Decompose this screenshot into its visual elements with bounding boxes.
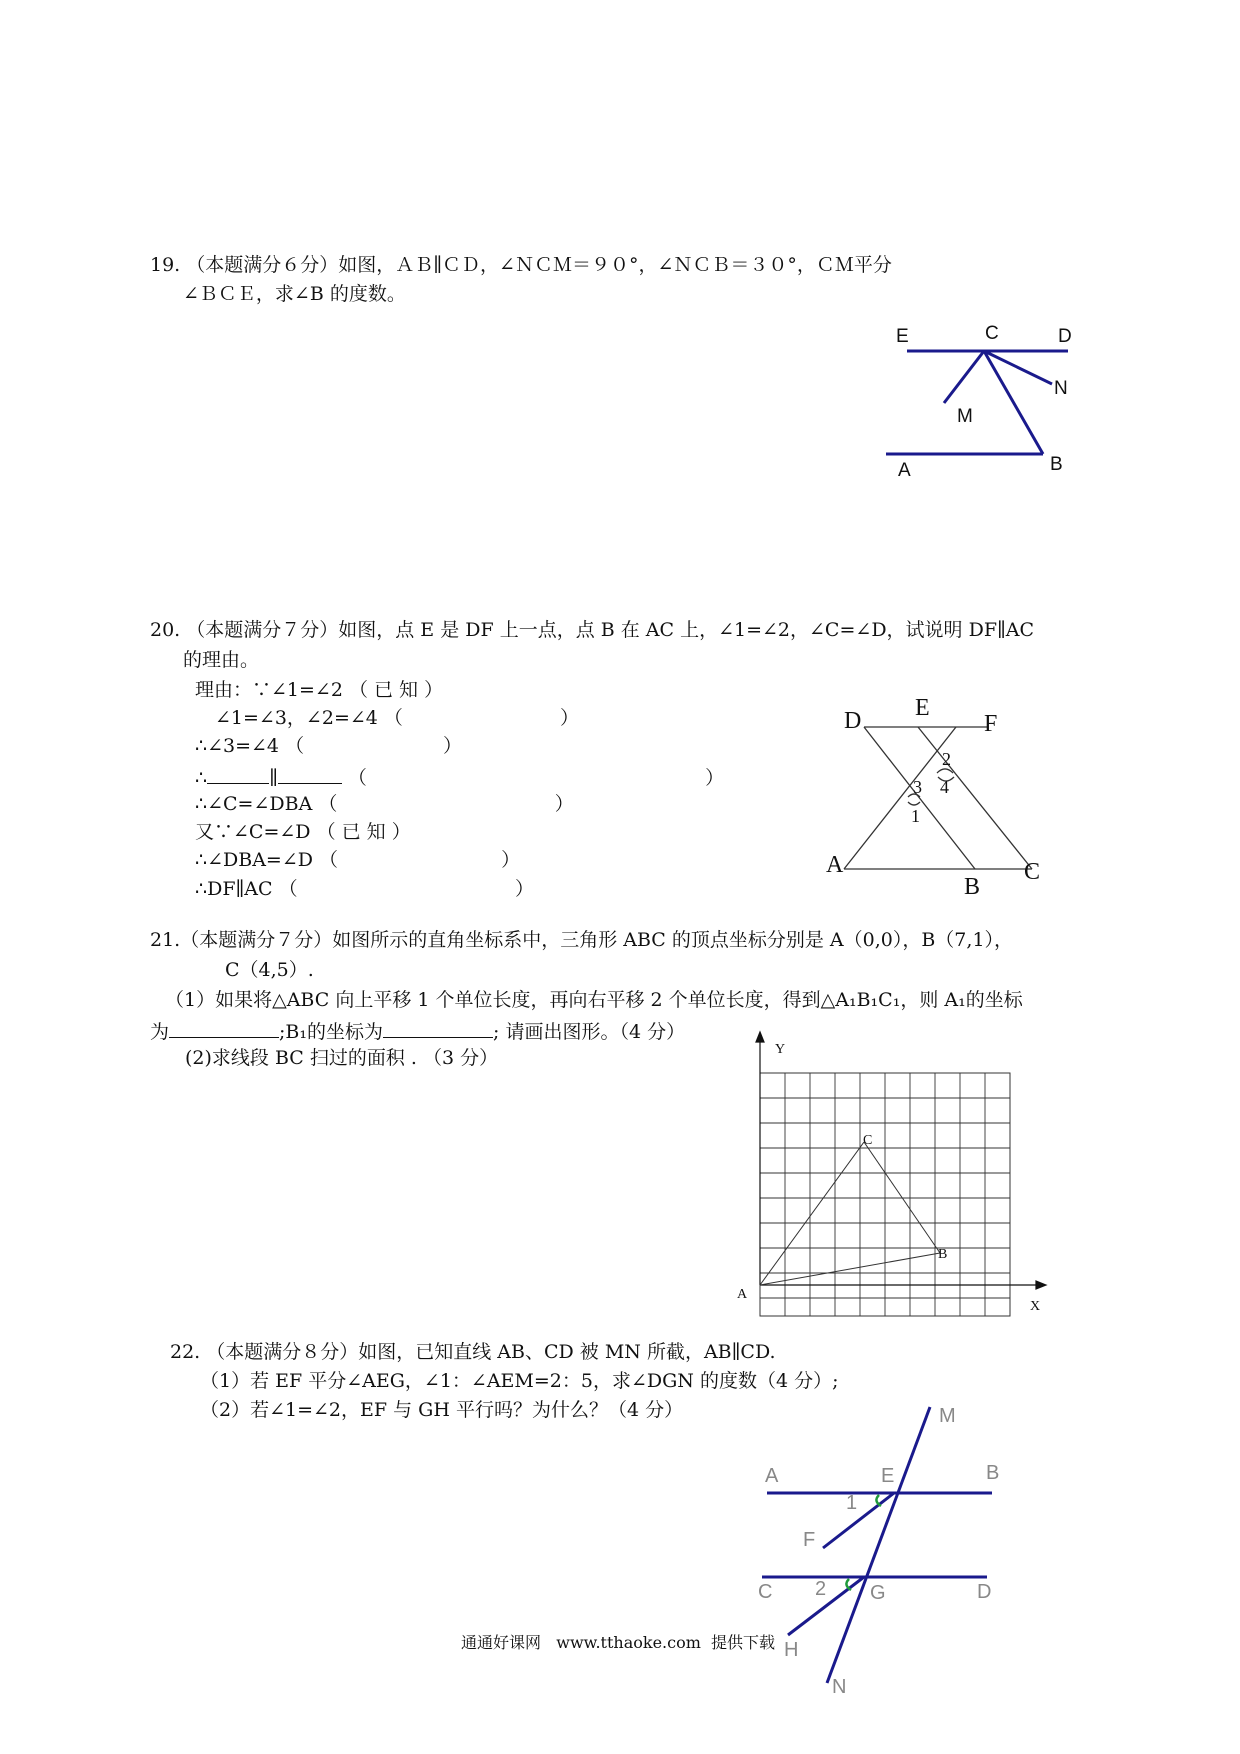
q19-figure <box>880 320 1080 490</box>
q22-line-2: （1）若 EF 平分∠AEG，∠1：∠AEM=2：5，求∠DGN 的度数（4 分）; <box>200 1370 839 1392</box>
q19-label-N: N <box>1054 378 1068 399</box>
q19-label-A: A <box>898 460 911 481</box>
q22-label-1: 1 <box>846 1492 858 1514</box>
q20-label-E: E <box>915 695 930 721</box>
q21-label-X: X <box>1030 1299 1041 1314</box>
q22-label-2: 2 <box>815 1578 827 1600</box>
q20-proof-8: ∴DF∥AC （ ） <box>195 878 535 900</box>
q19-line-2: ∠ＢＣＥ，求∠B 的度数。 <box>183 283 406 305</box>
q20-proof-6: 又∵∠C=∠D （ 已 知 ） <box>195 821 411 843</box>
q22-label-N: N <box>832 1676 847 1698</box>
q20-proof-4-prefix: ∴ <box>195 767 208 789</box>
q21-label-B: B <box>938 1247 948 1262</box>
q20-proof-5: ∴∠C=∠DBA （ ） <box>195 793 574 815</box>
q21-label-Y: Y <box>775 1042 786 1057</box>
q20-line-1: 20. （本题满分７分）如图，点 E 是 DF 上一点，点 B 在 AC 上，∠1=∠2，∠C=∠D，试说明 DF∥AC <box>150 619 1035 641</box>
q19-label-M: M <box>957 406 973 427</box>
q20-label-A: A <box>826 852 844 878</box>
q20-label-1: 1 <box>911 806 920 826</box>
q20-proof-4 <box>195 763 724 790</box>
q22-label-C: C <box>758 1581 773 1603</box>
q19-label-C: C <box>985 323 999 344</box>
q20-figure <box>820 695 1060 905</box>
q21-line-4-prefix: 为 <box>150 1021 170 1043</box>
q21-blank-B1[interactable] <box>383 1017 493 1038</box>
q20-proof-3: ∴∠3=∠4 （ ） <box>195 735 462 757</box>
q22-label-M: M <box>939 1405 956 1427</box>
q21-line-4 <box>150 1017 685 1044</box>
q22-label-A: A <box>765 1465 779 1487</box>
q20-proof-4-reason: （ ） <box>341 767 725 789</box>
q21-grid-figure <box>720 1030 1060 1314</box>
q20-label-3: 3 <box>913 777 922 797</box>
q21-line-4-mid: ;B₁的坐标为 <box>279 1021 383 1043</box>
q19-label-E: E <box>896 326 909 347</box>
q21-line-4-tail: ; 请画出图形。（4 分） <box>493 1021 686 1043</box>
q22-line-1: 22. （本题满分８分）如图，已知直线 AB、CD 被 MN 所截，AB∥CD. <box>170 1341 776 1363</box>
q19-line-1: 19. （本题满分６分）如图，ＡＢ∥ＣＤ，∠ＮＣＭ＝９０°，∠ＮＣＢ＝３０°，ＣＭ平分 <box>150 254 892 276</box>
q19-label-D: D <box>1058 326 1072 347</box>
q20-label-4: 4 <box>940 777 949 797</box>
q20-label-D: D <box>844 708 862 734</box>
q21-line-1: 21.（本题满分７分）如图所示的直角坐标系中，三角形 ABC 的顶点坐标分别是 A（0,0），B（7,1）， <box>150 929 1014 951</box>
q21-label-C: C <box>863 1133 873 1148</box>
q22-label-B: B <box>986 1462 1000 1484</box>
q20-blank-1[interactable] <box>207 763 269 784</box>
q22-label-F: F <box>803 1529 816 1551</box>
q21-line-5: (2)求线段 BC 扫过的面积 . （3 分） <box>185 1047 499 1069</box>
q21-line-2: C（4,5）. <box>225 959 314 981</box>
q22-label-G: G <box>870 1582 886 1604</box>
q20-proof-2: ∠1=∠3，∠2=∠4 （ ） <box>215 707 579 729</box>
q20-label-F: F <box>984 711 998 737</box>
q22-label-E: E <box>881 1465 895 1487</box>
q21-line-3: （1）如果将△ABC 向上平移 1 个单位长度，再向右平移 2 个单位长度，得到△A₁B₁C₁，则 A₁的坐标 <box>165 989 1023 1011</box>
q22-label-D: D <box>977 1581 992 1603</box>
q20-label-C: C <box>1024 859 1041 885</box>
q20-blank-2[interactable] <box>278 763 342 784</box>
q21-label-A: A <box>737 1287 748 1302</box>
q19-label-B: B <box>1050 454 1063 475</box>
q20-proof-7: ∴∠DBA=∠D （ ） <box>195 849 521 871</box>
q22-line-3: （2）若∠1=∠2，EF 与 GH 平行吗？为什么？（4 分） <box>200 1399 684 1421</box>
q22-label-H: H <box>784 1639 799 1661</box>
q20-proof-1: 理由：∵∠1=∠2 （ 已 知 ） <box>195 679 444 701</box>
q20-label-B: B <box>964 874 981 900</box>
q21-blank-A1[interactable] <box>169 1017 279 1038</box>
q20-line-2: 的理由。 <box>183 649 260 671</box>
q21-grid-lines <box>760 1073 1010 1316</box>
q20-proof-4-parallel: ∥ <box>269 767 278 789</box>
q22-figure <box>740 1395 1040 1705</box>
footer-text: 通通好课网 www.tthaoke.com 提供下载 <box>461 1633 776 1652</box>
q20-label-2: 2 <box>942 749 951 769</box>
